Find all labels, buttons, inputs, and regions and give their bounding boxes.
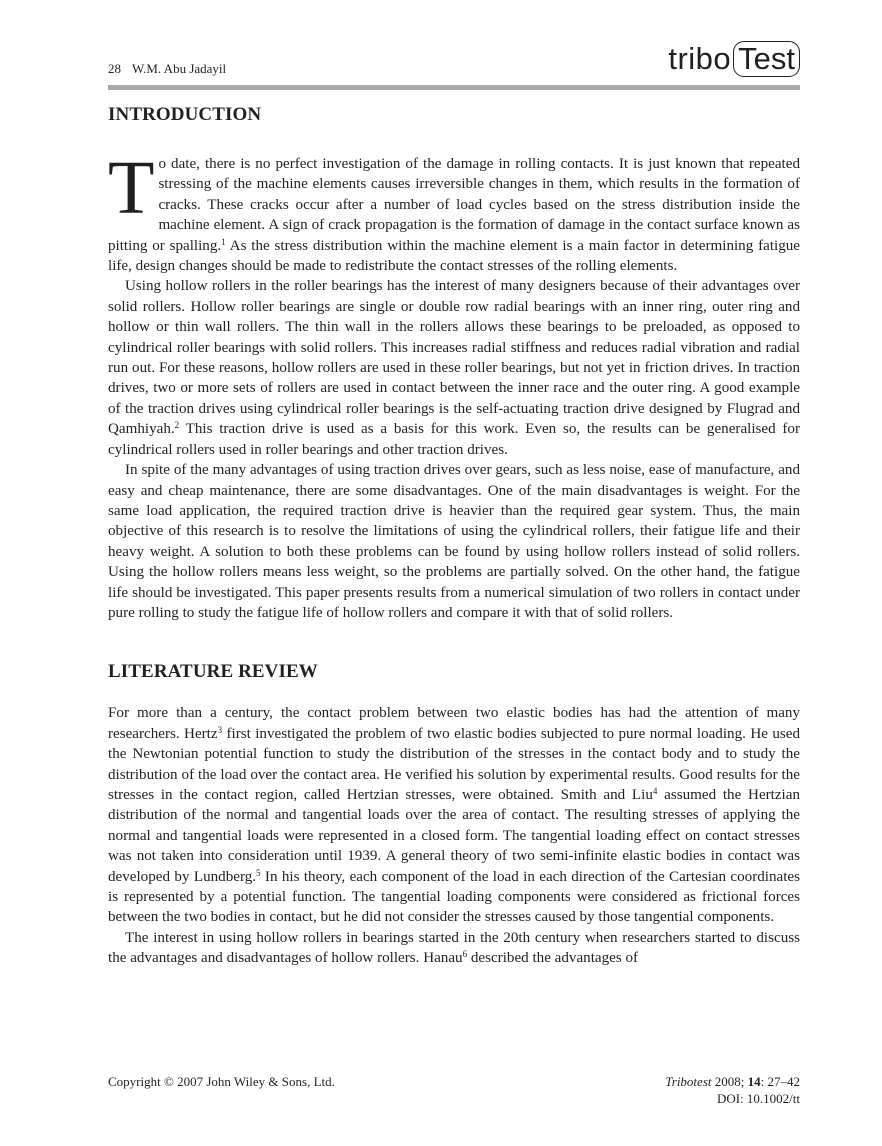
literature-review-section xyxy=(108,703,800,968)
reference-3: 3 xyxy=(217,724,223,735)
intro-paragraph-1: To date, there is no perfect investigation of the damage in rolling contacts. It is just known that repeated stressing of the machine elements causes irreversible changes in them, which results in the formation of cracks. These cracks occur after a number of load cycles based on the stress distribution inside the machine element. A sign of crack propagation is the formation of damage in the contact surface known as pitting or spalling.$^1$ As the stress distribution within the machine element is a main factor in determining fatigue life, design changes should be made to redistribute the contact stresses of the rolling elements. xyxy=(108,146,800,275)
doi: DOI: 10.1002/tt xyxy=(716,1091,800,1106)
reference-4: 4 xyxy=(652,785,658,796)
running-author: W.M. Abu Jadayil xyxy=(132,61,227,76)
reference-2: 2 xyxy=(174,420,180,431)
introduction-heading: INTRODUCTION xyxy=(108,104,262,125)
copyright-notice: Copyright © 2007 John Wiley & Sons, Ltd. xyxy=(108,1074,335,1089)
lit-paragraph-1: For more than a century, the contact problem between two elastic bodies has had the attention of many researchers. Hertz$^3$ first investigated the problem of two elastic bodies subjected to pure normal loading. He used the Newtonian potential function to study the distribution of the stresses in the contact body and to study the distribution of the load over the contact area. He verified his solution by experimental results. Good results for the stresses in the contact region, called Hertzian stresses, were obtained. Smith and Liu$^4$ assumed the Hertzian distribution of the normal and tangential loads over the area of contact. The resulting stresses of applying the normal and tangential loads were represented in a closed form. The tangential loading effect on contact stresses was not taken into consideration until 1939. A general theory of two semi-infinite elastic bodies in contact was developed by Lundberg.$^5$ In his theory, each component of the load in each direction of the Cartesian coordinates is represented by a potential function. The tangential loading components were considered as frictional forces between the two bodies in contact, but he did not consider the stresses caused by those tangential components. xyxy=(108,705,801,926)
drop-cap: T xyxy=(108,146,155,230)
introduction-section xyxy=(108,146,800,623)
page-number: 28 xyxy=(108,61,121,76)
journal-logo xyxy=(668,39,800,79)
article-body xyxy=(108,104,800,969)
citation-info xyxy=(665,1073,800,1107)
journal-citation: Tribotest 2008; 14: 27–42 xyxy=(665,1074,800,1089)
literature-review-heading: LITERATURE REVIEW xyxy=(108,661,318,683)
volume-number: 14 xyxy=(747,1074,761,1089)
lit-paragraph-2: The interest in using hollow rollers in bearings started in the 20th century when researchers started to discuss the advantages and disadvantages of hollow rollers. Hanau$^6$ described the advantages of xyxy=(108,929,800,967)
page-header xyxy=(108,34,800,86)
journal-name: Tribotest xyxy=(665,1074,712,1089)
reference-6: 6 xyxy=(462,949,468,960)
reference-1: 1 xyxy=(221,236,226,247)
intro-paragraph-3: In spite of the many advantages of using traction drives over gears, such as less noise, ease of manufacture, and easy and cheap maintenance, there are some disadvantages. One of the main disadvantages is weight. For the same load application, the required traction drive is heavier than the required gear system. Thus, the main objective of this research is to resolve the limitations of using the cylindrical rollers, their fatigue life and their heavy weight. A solution to both these problems can be found by using hollow rollers instead of solid rollers. Using the hollow rollers means less weight, so the problems are partially solved. On the other hand, the fatigue life should be investigated. This paper presents results from a numerical simulation of two rollers in contact under pure rolling to study the fatigue life of hollow rollers and compare it with that of solid rollers. xyxy=(108,462,800,621)
header-rule xyxy=(108,85,800,90)
reference-5: 5 xyxy=(256,867,261,878)
intro-paragraph-2: Using hollow rollers in the roller bearings has the interest of many designers because of their advantages over solid rollers. Hollow roller bearings are single or double row radial bearings with an inner ring, outer ring and hollow or thin wall rollers. The thin wall in the rollers allows these bearings to be preloaded, as opposed to cylindrical roller bearings with solid rollers. This increases radial stiffness and reduces radial vibration and radial run out. For these reasons, hollow rollers are used in these roller bearings, but not yet in friction drives. In traction drives, two or more sets of rollers are used in contact between the inner race and the outer ring. A good example of the traction drives using cylindrical roller bearings is the self-actuating traction drive designed by Flugrad and Qamhiyah.$^2$ This traction drive is used as a basis for this work. Even so, the results can be generalised for cylindrical rollers used in roller bearings and other traction drives. xyxy=(108,278,800,458)
logo-text-tribo: tribo xyxy=(668,41,732,76)
running-head xyxy=(108,61,226,77)
logo-text-test: Test xyxy=(733,41,800,77)
